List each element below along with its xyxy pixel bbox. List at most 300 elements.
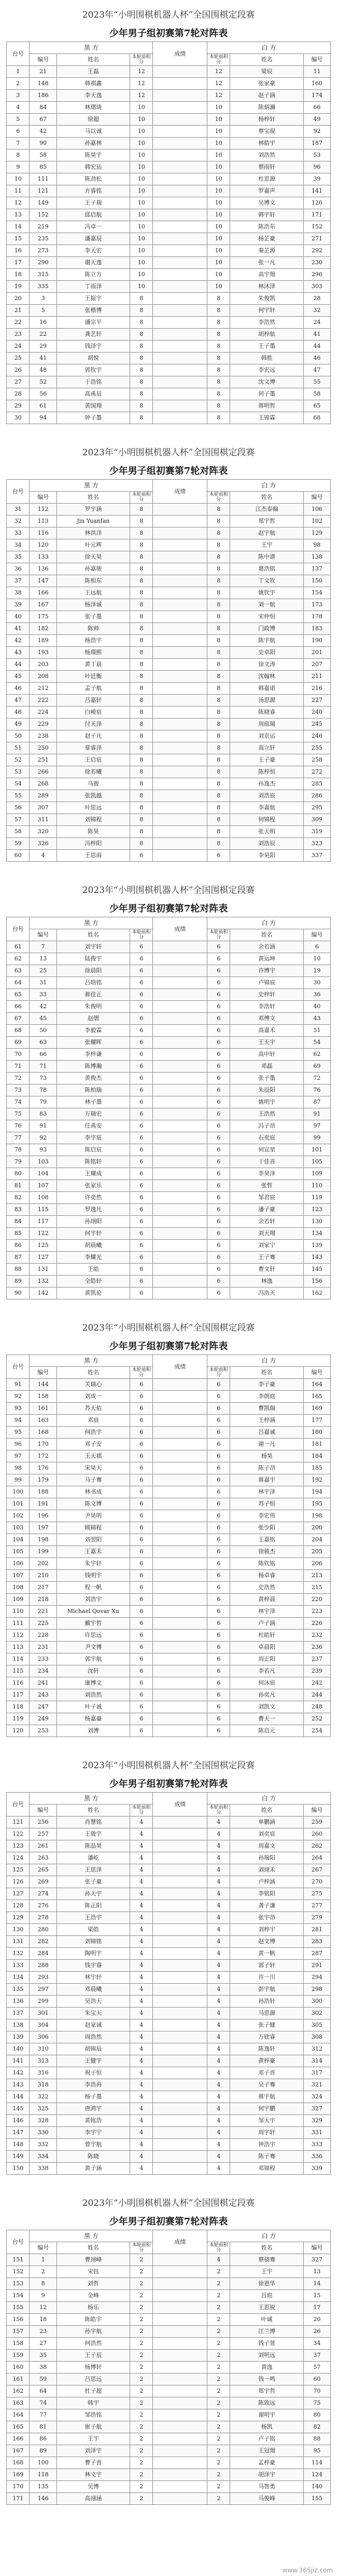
white-player-score: 10	[207, 114, 230, 126]
black-player-score: 2	[130, 2397, 152, 2409]
game-result	[153, 623, 207, 635]
white-player-score: 2	[207, 2409, 230, 2421]
board-number: 13	[7, 209, 30, 221]
table-row	[7, 2385, 331, 2397]
result-header: 成绩	[153, 1355, 207, 1379]
game-result	[153, 150, 207, 161]
white-player-name: 于佳音	[230, 1156, 303, 1168]
white-player-score: 12	[207, 90, 230, 102]
white-player-id: 124	[303, 2469, 330, 2481]
game-result	[153, 563, 207, 575]
black-player-score: 2	[130, 2326, 152, 2338]
table-row	[7, 2421, 331, 2433]
white-player-score: 8	[207, 587, 230, 599]
black-player-score: 6	[130, 1132, 152, 1144]
game-result	[153, 1948, 207, 1960]
black-player-score: 2	[130, 2266, 152, 2278]
white-player-score: 6	[207, 1096, 230, 1108]
white-player-id: 164	[303, 1379, 330, 1391]
table-row	[7, 329, 331, 341]
table-row	[7, 1864, 331, 1876]
white-player-score: 6	[207, 1642, 230, 1653]
white-player-score: 6	[207, 977, 230, 989]
white-player-score: 4	[207, 1888, 230, 1900]
board-number: 103	[7, 1522, 30, 1534]
black-player-name: 王浩宇	[57, 1912, 130, 1924]
black-player-id: 16	[30, 317, 57, 329]
white-player-name: 黄梓豪	[230, 2055, 303, 2067]
white-player-name: 何沐宸	[230, 1677, 303, 1689]
black-player-score: 6	[130, 1450, 152, 1462]
black-player-name: 王磊	[57, 66, 130, 78]
board-number: 161	[7, 2374, 30, 2385]
white-player-score: 6	[207, 1498, 230, 1510]
black-player-score: 2	[130, 2254, 152, 2266]
game-result	[153, 2163, 207, 2175]
white-player-score: 8	[207, 742, 230, 754]
board-number: 5	[7, 114, 30, 126]
board-number: 39	[7, 599, 30, 611]
board-number: 75	[7, 1108, 30, 1120]
black-player-score: 4	[130, 2067, 152, 2079]
game-result	[153, 1972, 207, 1984]
black-player-id: 307	[30, 802, 57, 814]
table-row	[7, 1264, 331, 1276]
black-name-header: 姓名	[57, 54, 130, 66]
game-result	[153, 341, 207, 352]
black-player-id: 42	[30, 126, 57, 138]
black-player-id: 334	[30, 2151, 57, 2163]
white-player-name: 冯子昂	[230, 1120, 303, 1132]
black-player-name: 徐超	[57, 114, 130, 126]
white-player-id: 178	[303, 611, 330, 623]
white-player-score: 2	[207, 2385, 230, 2397]
board-number: 72	[7, 1073, 30, 1084]
black-player-score: 8	[130, 412, 152, 424]
result-header: 成绩	[153, 42, 207, 66]
black-score-header: 本轮前积分	[130, 2242, 152, 2254]
black-player-score: 10	[130, 209, 152, 221]
white-player-score: 6	[207, 1216, 230, 1228]
black-player-score: 4	[130, 2139, 152, 2151]
board-number: 63	[7, 965, 30, 977]
white-player-name: 高宇翔	[230, 269, 303, 281]
white-player-id: 88	[303, 2433, 330, 2445]
white-player-id: 140	[303, 2481, 330, 2493]
table-row	[7, 941, 331, 953]
black-player-score: 6	[130, 1701, 152, 1713]
board-number: 111	[7, 1618, 30, 1630]
board-number: 146	[7, 2115, 30, 2127]
white-player-name: 陈浩东	[230, 221, 303, 233]
board-number: 71	[7, 1061, 30, 1073]
black-player-score: 8	[130, 754, 152, 766]
black-player-name: 杜子超	[57, 2385, 130, 2397]
white-player-name: 赵宇航	[230, 527, 303, 539]
game-result	[153, 2385, 207, 2397]
black-player-name: 方睿铭	[57, 185, 130, 197]
board-number: 57	[7, 814, 30, 826]
white-player-id: 53	[303, 150, 330, 161]
table-row	[7, 221, 331, 233]
game-result	[153, 2254, 207, 2266]
board-number: 152	[7, 2266, 30, 2278]
white-side-header: 白 方	[207, 917, 331, 929]
black-player-id: 203	[30, 659, 57, 671]
black-player-score: 6	[130, 1180, 152, 1192]
white-player-score: 4	[207, 1912, 230, 1924]
black-player-name: 王思泽	[57, 1864, 130, 1876]
white-player-name: 周正阳	[230, 1653, 303, 1665]
black-player-score: 6	[130, 1013, 152, 1025]
black-player-score: 10	[130, 102, 152, 114]
table-row	[7, 790, 331, 802]
white-player-name: 邓锦程	[230, 2163, 303, 2175]
white-player-id: 102	[303, 516, 330, 527]
black-player-id: 247	[30, 1701, 57, 1713]
white-player-name: 何宇轩	[230, 305, 303, 317]
white-player-id: 62	[303, 1049, 330, 1061]
board-number: 59	[7, 838, 30, 850]
white-player-name: 石奕宸	[230, 1132, 303, 1144]
game-result	[153, 802, 207, 814]
black-player-name: 孙翊阳	[57, 1216, 130, 1228]
black-player-id: 21	[30, 66, 57, 78]
black-player-score: 8	[130, 718, 152, 730]
table-row	[7, 1168, 331, 1180]
black-player-score: 8	[130, 611, 152, 623]
white-player-name: 李宏远	[230, 364, 303, 376]
black-player-score: 8	[130, 838, 152, 850]
table-row	[7, 1900, 331, 1912]
game-result	[153, 1558, 207, 1570]
white-player-id: 287	[303, 1948, 330, 1960]
table-row	[7, 1216, 331, 1228]
white-player-name: 张宇昂	[230, 1912, 303, 1924]
white-player-name: 李铭阳	[230, 1888, 303, 1900]
black-player-score: 6	[130, 941, 152, 953]
white-player-id: 106	[303, 504, 330, 516]
game-result	[153, 1689, 207, 1701]
board-number: 21	[7, 305, 30, 317]
white-player-id: 10	[303, 953, 330, 965]
white-player-score: 4	[207, 2091, 230, 2103]
black-player-score: 8	[130, 352, 152, 364]
white-player-name: 余若涵	[230, 941, 303, 953]
white-player-name: 王宇	[230, 2266, 303, 2278]
black-player-score: 12	[130, 66, 152, 78]
white-player-name: 龚子谦	[230, 1900, 303, 1912]
white-player-id: 283	[303, 1936, 330, 1948]
game-result	[153, 2457, 207, 2469]
pairing-table	[6, 917, 331, 1299]
board-number: 86	[7, 1240, 30, 1252]
white-player-score: 6	[207, 1084, 230, 1096]
white-player-name: 陈致远	[230, 2397, 303, 2409]
game-result	[153, 2008, 207, 2019]
black-player-id: 168	[30, 1427, 57, 1439]
white-player-name: 吴博文	[230, 197, 303, 209]
black-player-name: 黄凯伦	[57, 1287, 130, 1299]
black-player-id: 38	[30, 2362, 57, 2374]
white-player-name: 江杰泰翰	[230, 504, 303, 516]
black-player-name: 章睿泽	[57, 742, 130, 754]
black-player-score: 8	[130, 730, 152, 742]
black-player-id: 158	[30, 1391, 57, 1403]
table-row	[7, 1276, 331, 1287]
black-player-name: 叶元辉	[57, 539, 130, 551]
black-player-name: 黄子涵	[57, 2163, 130, 2175]
black-player-id: 7	[30, 941, 57, 953]
white-player-id: 58	[303, 388, 330, 400]
black-player-name: 潘宗平	[57, 317, 130, 329]
black-player-score: 8	[130, 305, 152, 317]
black-player-score: 2	[130, 2469, 152, 2481]
black-player-score: 8	[130, 742, 152, 754]
black-player-name: 马骏	[57, 778, 130, 790]
black-player-name: 赵家诚	[57, 2019, 130, 2031]
white-player-name: 林皓宇	[230, 138, 303, 150]
game-result	[153, 587, 207, 599]
black-player-id: 118	[30, 2469, 57, 2481]
game-result	[153, 1025, 207, 1037]
white-player-score: 8	[207, 838, 230, 850]
board-number: 171	[7, 2493, 30, 2505]
white-player-name: 杨凯	[230, 2421, 303, 2433]
black-player-score: 4	[130, 2055, 152, 2067]
white-player-name: 王锦霖	[230, 412, 303, 424]
black-player-id: 35	[30, 2350, 57, 2362]
white-player-name: 姚明宇	[230, 1096, 303, 1108]
table-row	[7, 1606, 331, 1618]
white-player-id: 248	[303, 1701, 330, 1713]
black-player-name: 韩祺鑫	[57, 78, 130, 90]
black-player-score: 8	[130, 766, 152, 778]
game-result	[153, 2433, 207, 2445]
black-player-id: 269	[30, 1876, 57, 1888]
table-row	[7, 2302, 331, 2314]
white-player-id: 206	[303, 1558, 330, 1570]
white-player-name: 周宇轩	[230, 2127, 303, 2139]
white-player-score: 6	[207, 1450, 230, 1462]
game-result	[153, 161, 207, 173]
game-result	[153, 941, 207, 953]
black-player-id: 250	[30, 742, 57, 754]
white-player-score: 6	[207, 1391, 230, 1403]
board-number: 128	[7, 1900, 30, 1912]
black-player-name: 孙嘉林	[57, 138, 130, 150]
black-player-name: 王振宇	[57, 293, 130, 305]
table-row	[7, 516, 331, 527]
black-player-id: 243	[30, 1689, 57, 1701]
black-player-id: 176	[30, 1462, 57, 1474]
white-player-score: 6	[207, 1725, 230, 1737]
white-side-header: 白 方	[207, 1793, 331, 1805]
board-number: 49	[7, 718, 30, 730]
black-player-name: 韩宇	[57, 2397, 130, 2409]
black-player-score: 2	[130, 2374, 152, 2385]
game-result	[153, 1427, 207, 1439]
game-result	[153, 1677, 207, 1689]
black-player-score: 4	[130, 1912, 152, 1924]
table-row	[7, 305, 331, 317]
game-result	[153, 778, 207, 790]
board-number: 109	[7, 1594, 30, 1606]
black-player-name: 黄国翔	[57, 400, 130, 412]
table-row	[7, 1084, 331, 1096]
white-player-score: 8	[207, 364, 230, 376]
game-result	[153, 1474, 207, 1486]
board-number: 3	[7, 90, 30, 102]
board-number: 81	[7, 1180, 30, 1192]
table-row	[7, 1936, 331, 1948]
table-row	[7, 293, 331, 305]
black-player-score: 6	[130, 1403, 152, 1415]
board-number: 129	[7, 1912, 30, 1924]
board-number: 145	[7, 2103, 30, 2115]
game-result	[153, 1534, 207, 1546]
table-row	[7, 754, 331, 766]
table-row	[7, 102, 331, 114]
black-player-score: 8	[130, 778, 152, 790]
black-player-score: 6	[130, 1096, 152, 1108]
white-player-id: 14	[303, 2278, 330, 2290]
result-header: 成绩	[153, 2230, 207, 2254]
game-result	[153, 305, 207, 317]
white-player-id: 152	[303, 221, 330, 233]
white-player-name: 史卓阳	[230, 647, 303, 659]
white-player-id: 277	[303, 1900, 330, 1912]
black-player-id: 191	[30, 1498, 57, 1510]
white-player-score: 2	[207, 2457, 230, 2469]
black-player-score: 2	[130, 2493, 152, 2505]
board-number: 12	[7, 197, 30, 209]
white-player-name: 邓磊	[230, 1061, 303, 1073]
table-row	[7, 138, 331, 150]
game-result	[153, 730, 207, 742]
white-player-id: 201	[303, 647, 330, 659]
game-result	[153, 2067, 207, 2079]
black-player-score: 4	[130, 1840, 152, 1852]
black-player-id: 2	[30, 2266, 57, 2278]
black-player-name: 陈正阳	[57, 1900, 130, 1912]
white-player-score: 8	[207, 683, 230, 695]
black-player-id: 103	[30, 1156, 57, 1168]
black-player-name: 马以诚	[57, 126, 130, 138]
game-result	[153, 2091, 207, 2103]
black-player-name: 刘博	[57, 1725, 130, 1737]
board-number: 87	[7, 1252, 30, 1264]
white-score-header: 本轮前积分	[207, 492, 230, 504]
game-result	[153, 2127, 207, 2139]
white-player-id: 154	[303, 587, 330, 599]
white-player-id: 198	[303, 1510, 330, 1522]
black-player-name: 何浩然	[57, 2338, 130, 2350]
white-player-id: 72	[303, 1073, 330, 1084]
table-row	[7, 2127, 331, 2139]
white-player-id: 295	[303, 802, 330, 814]
black-player-score: 6	[130, 1037, 152, 1049]
black-player-name: 苏天佑	[57, 1403, 130, 1415]
table-row	[7, 1228, 331, 1240]
black-player-score: 6	[130, 1618, 152, 1630]
board-number: 133	[7, 1960, 30, 1972]
black-player-name: 王宇	[57, 2433, 130, 2445]
black-player-score: 4	[130, 1816, 152, 1828]
board-number: 89	[7, 1276, 30, 1287]
black-player-id: 186	[30, 90, 57, 102]
white-player-name: 张哲	[230, 1180, 303, 1192]
white-player-score: 6	[207, 1582, 230, 1594]
white-player-score: 10	[207, 173, 230, 185]
white-player-score: 8	[207, 388, 230, 400]
board-number: 26	[7, 364, 30, 376]
white-player-name: 李子豪	[230, 1379, 303, 1391]
white-player-name: 王宇	[230, 539, 303, 551]
game-result	[153, 400, 207, 412]
white-player-score: 4	[207, 2043, 230, 2055]
black-player-name: 程一帆	[57, 1582, 130, 1594]
board-number: 37	[7, 575, 30, 587]
board-number: 30	[7, 412, 30, 424]
black-player-name: 李毅霖	[57, 1025, 130, 1037]
board-number: 158	[7, 2338, 30, 2350]
board-number: 11	[7, 185, 30, 197]
white-player-score: 6	[207, 953, 230, 965]
table-row	[7, 527, 331, 539]
white-player-name: 冯浩天	[230, 1287, 303, 1299]
white-player-id: 303	[303, 281, 330, 293]
white-player-id: 244	[303, 1689, 330, 1701]
table-row	[7, 1984, 331, 1996]
table-row	[7, 1713, 331, 1725]
game-result	[153, 126, 207, 138]
black-player-id: 29	[30, 341, 57, 352]
black-player-id: 229	[30, 718, 57, 730]
black-player-name: 陈相东	[57, 575, 130, 587]
board-number: 2	[7, 78, 30, 90]
white-player-score: 6	[207, 1276, 230, 1287]
white-player-score: 6	[207, 1379, 230, 1391]
white-player-score: 6	[207, 850, 230, 862]
table-row	[7, 2151, 331, 2163]
table-row	[7, 1073, 331, 1084]
table-row	[7, 185, 331, 197]
table-row	[7, 341, 331, 352]
black-player-name: 黄丁晨	[57, 659, 130, 671]
white-player-score: 6	[207, 1546, 230, 1558]
black-player-score: 6	[130, 1665, 152, 1677]
table-row	[7, 2374, 331, 2385]
black-player-id: 63	[30, 1037, 57, 1049]
white-player-id: 291	[303, 1960, 330, 1972]
table-row	[7, 1180, 331, 1192]
black-player-id: 79	[30, 1096, 57, 1108]
table-row	[7, 2326, 331, 2338]
white-player-score: 8	[207, 376, 230, 388]
black-player-id: 310	[30, 2043, 57, 2055]
white-player-score: 6	[207, 1558, 230, 1570]
board-number: 104	[7, 1534, 30, 1546]
black-player-name: 何宇轩	[57, 1228, 130, 1240]
white-player-id: 165	[303, 1391, 330, 1403]
board-number: 56	[7, 802, 30, 814]
black-player-id: 304	[30, 2019, 57, 2031]
white-player-score: 4	[207, 1972, 230, 1984]
black-player-id: 13	[30, 953, 57, 965]
game-result	[153, 1001, 207, 1013]
board-number: 34	[7, 539, 30, 551]
